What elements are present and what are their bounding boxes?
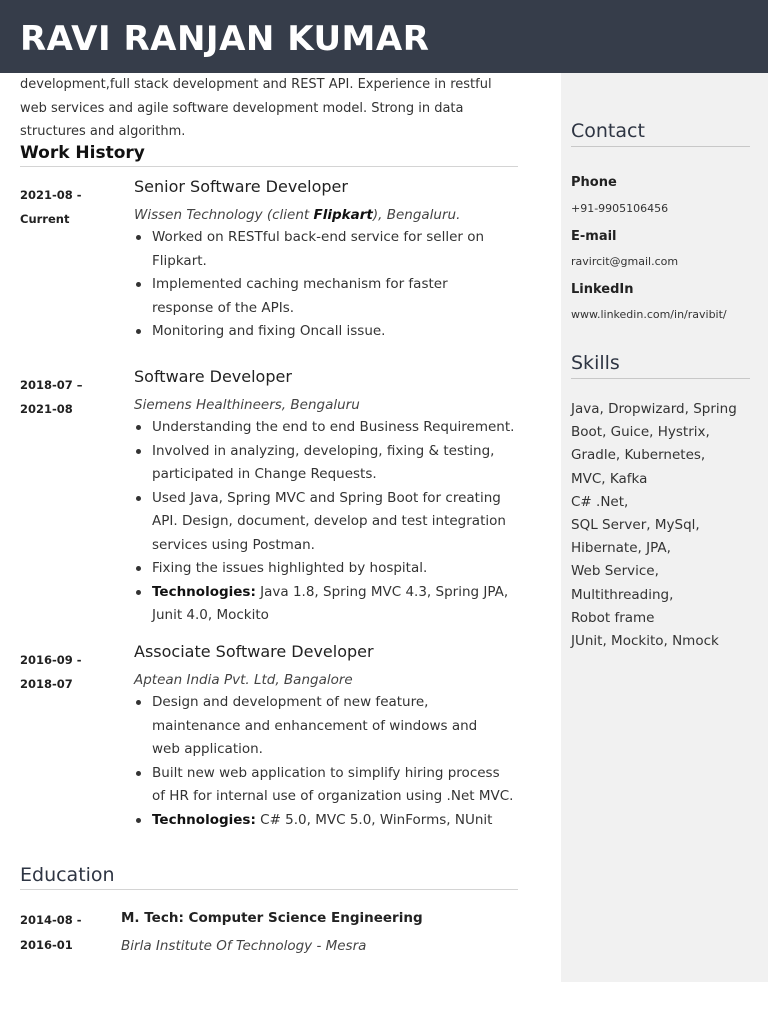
bullet-icon xyxy=(136,235,141,240)
date-start: 2016-09 - xyxy=(20,653,82,667)
skill-line: MVC, Kafka xyxy=(571,470,648,487)
bullet-item: Technologies: C# 5.0, MVC 5.0, WinForms, NUnit xyxy=(134,809,524,833)
date-end: Current xyxy=(20,212,70,226)
bullet-icon xyxy=(136,818,141,823)
company: Aptean India Pvt. Ltd, Bangalore xyxy=(134,672,353,688)
bullet-icon xyxy=(136,425,141,430)
job-date xyxy=(20,183,120,231)
skill-line: JUnit, Mockito, Nmock xyxy=(571,633,719,650)
skill-line: Java, Dropwizard, Spring xyxy=(571,401,737,417)
bullet-item: Design and development of new feature, maintenance and enhancement of windows and web application. xyxy=(134,691,524,762)
bullet-icon xyxy=(136,282,141,287)
date-end: 2018-07 xyxy=(20,677,73,691)
bullet-icon xyxy=(136,590,141,595)
job-title: Associate Software Developer xyxy=(134,642,374,661)
skill-line: Web Service, xyxy=(571,563,659,580)
bullet-item: Involved in analyzing, developing, fixing & testing, participated in Change Requests. xyxy=(134,440,524,487)
phone-label: Phone xyxy=(571,175,617,190)
skill-line: Hibernate, JPA, xyxy=(571,540,671,557)
skill-line: Robot frame xyxy=(571,609,655,626)
linkedin-link[interactable]: www.linkedin.com/in/ravibit/ xyxy=(571,308,727,321)
bullet-item: Understanding the end to end Business Requirement. xyxy=(134,416,524,440)
job-date xyxy=(20,373,120,421)
header-bar xyxy=(0,0,768,73)
company: Wissen Technology (client Flipkart), Bengaluru. xyxy=(134,207,461,223)
company: Siemens Healthineers, Bengaluru xyxy=(134,397,360,413)
school: Birla Institute Of Technology - Mesra xyxy=(121,938,367,954)
date-start: 2021-08 - xyxy=(20,188,82,202)
bullet-icon xyxy=(136,329,141,334)
job-bullets xyxy=(134,691,524,832)
skill-line: C# .Net, xyxy=(571,493,629,510)
skill-line: Gradle, Kubernetes, xyxy=(571,447,706,464)
skills-list xyxy=(571,398,751,653)
linkedin-label: LinkedIn xyxy=(571,282,634,297)
education-heading: Education xyxy=(20,864,518,890)
bullet-item: Implemented caching mechanism for faster response of the APIs. xyxy=(134,273,524,320)
bullet-item: Technologies: Java 1.8, Spring MVC 4.3, Spring JPA, Junit 4.0, Mockito xyxy=(134,581,524,628)
bullet-icon xyxy=(136,771,141,776)
job-date xyxy=(20,648,120,696)
email-link[interactable]: ravircit@gmail.com xyxy=(571,255,679,268)
bullet-item: Built new web application to simplify hiring process of HR for internal use of organization using .Net MVC. xyxy=(134,762,524,809)
resume-name: RAVI RANJAN KUMAR xyxy=(20,19,430,59)
bullet-item: Fixing the issues highlighted by hospital. xyxy=(134,557,524,581)
bullet-item: Used Java, Spring MVC and Spring Boot for creating API. Design, document, develop and test integration services using Postman. xyxy=(134,487,524,558)
skill-line: Boot, Guice, Hystrix, xyxy=(571,424,710,441)
degree: M. Tech: Computer Science Engineering xyxy=(121,910,423,926)
edu-date-start: 2014-08 - xyxy=(20,913,82,927)
email-label: E-mail xyxy=(571,229,617,244)
skill-line: SQL Server, MySql, xyxy=(571,517,700,534)
work-history-heading: Work History xyxy=(20,143,518,167)
bullet-item: Worked on RESTful back-end service for seller on Flipkart. xyxy=(134,226,524,273)
summary-line: structures and algorithm. xyxy=(20,124,186,139)
summary-line: web services and agile software development model. Strong in data xyxy=(20,100,464,116)
bullet-item: Monitoring and fixing Oncall issue. xyxy=(134,320,524,344)
skills-heading: Skills xyxy=(571,352,750,379)
date-end: 2021-08 xyxy=(20,402,73,416)
bullet-icon xyxy=(136,496,141,501)
bullet-icon xyxy=(136,700,141,705)
bullet-icon xyxy=(136,566,141,571)
contact-heading: Contact xyxy=(571,120,750,147)
summary xyxy=(20,73,520,144)
job-bullets xyxy=(134,416,524,628)
summary-line: development,full stack development and REST API. Experience in restful xyxy=(20,77,492,92)
job-title: Software Developer xyxy=(134,367,292,386)
job-bullets xyxy=(134,226,524,344)
bullet-icon xyxy=(136,449,141,454)
skill-line: Multithreading, xyxy=(571,586,674,603)
phone-value: +91-9905106456 xyxy=(571,202,669,215)
job-title: Senior Software Developer xyxy=(134,177,348,196)
date-start: 2018-07 – xyxy=(20,378,83,392)
edu-date-end: 2016-01 xyxy=(20,938,73,952)
